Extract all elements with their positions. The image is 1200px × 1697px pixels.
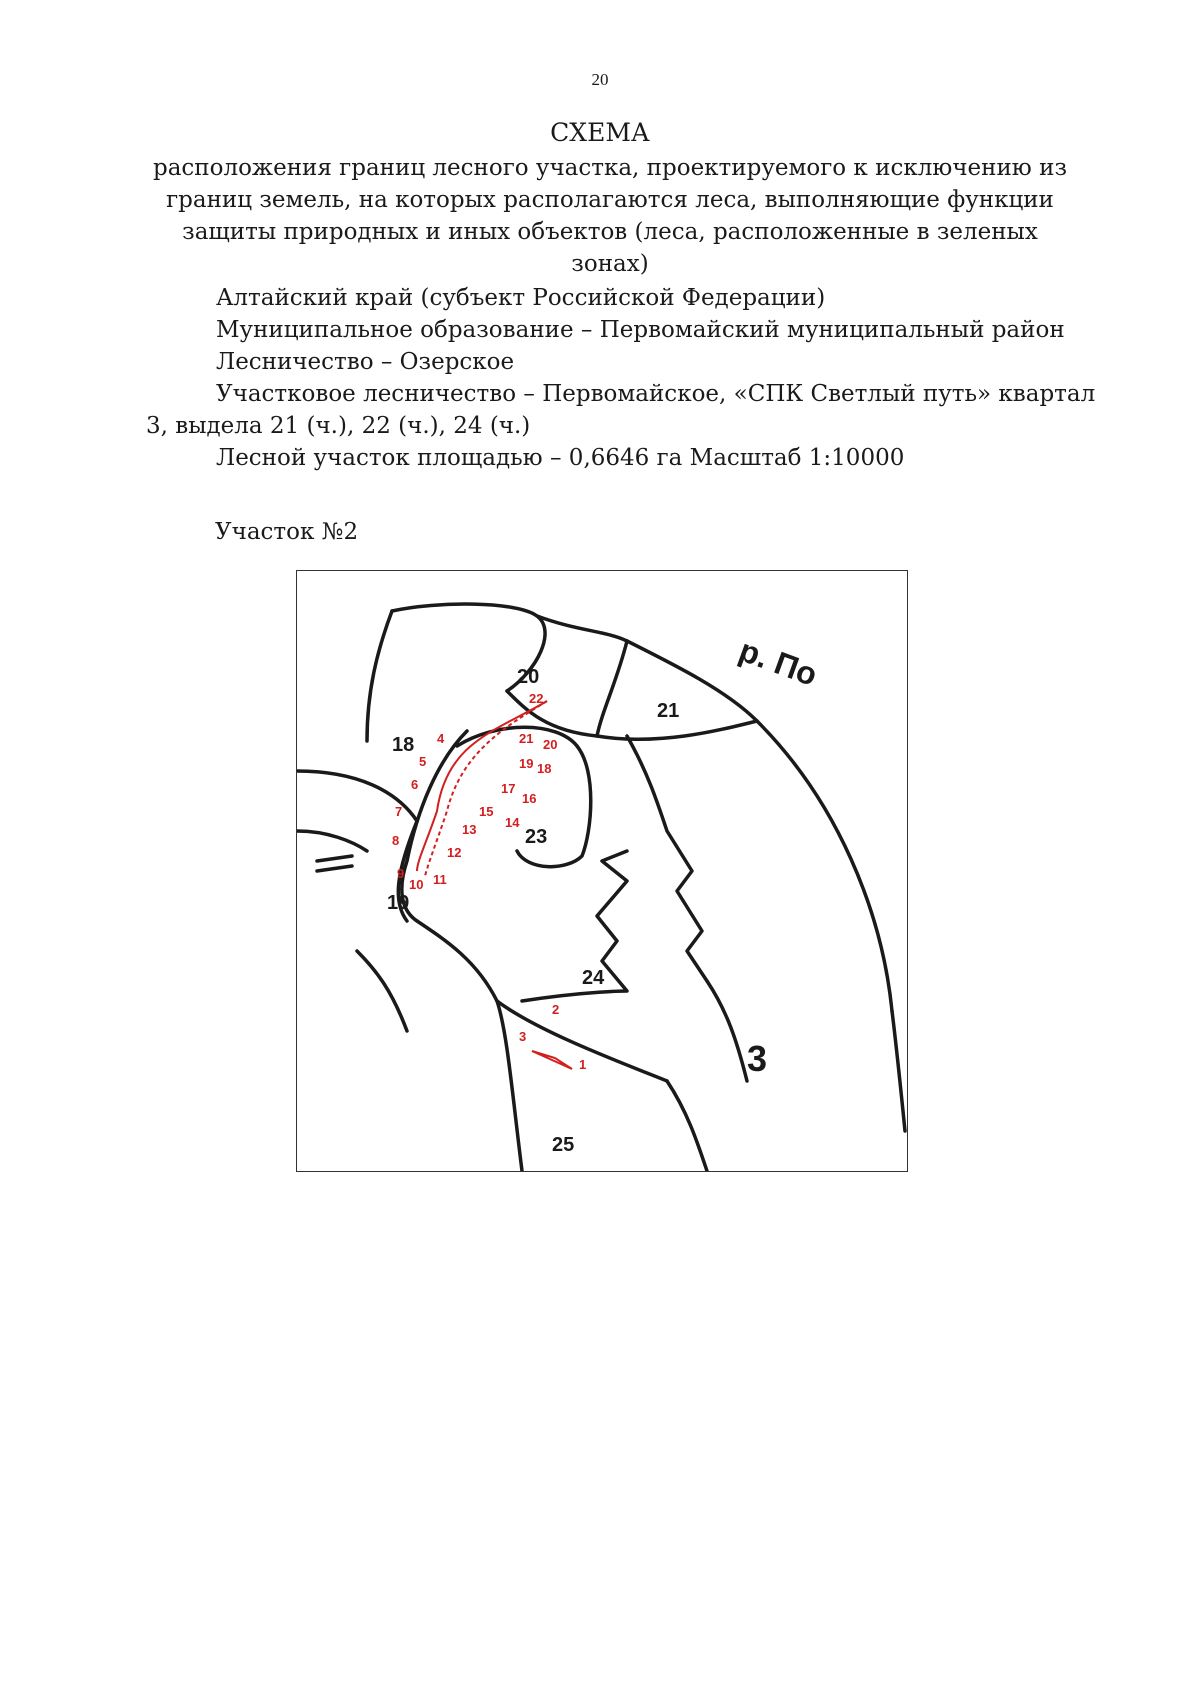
boundary-point-15: 15 [479,804,494,819]
boundary-point-5: 5 [419,754,427,769]
section-label-3: 3 [747,1038,768,1079]
boundary-point-22: 22 [529,691,544,706]
boundary-point-12: 12 [447,845,462,860]
section-label-18: 18 [392,734,415,756]
boundary-point-6: 6 [411,777,419,792]
boundary-point-17: 17 [501,781,516,796]
forestry-line: Лесничество – Озерское [216,349,515,375]
boundary-point-4: 4 [437,731,445,746]
boundary-point-14: 14 [505,815,520,830]
river-label: р. По [734,631,822,693]
district-forestry-line: Участковое лесничество – Первомайское, «СПК Светлый путь» квартал 3, выдела 21 (ч.), 22 (ч.), 24 (ч.) [146,381,1096,439]
page-number: 20 [591,70,609,89]
map-drawing [297,571,907,1171]
section-label-24: 24 [582,967,605,989]
boundary-point-20: 20 [543,737,558,752]
forest-plot-map [296,570,908,1172]
plot-label: Участок №2 [215,519,359,545]
boundary-point-13: 13 [462,822,477,837]
boundary-point-19: 19 [519,756,534,771]
document-title: СХЕМА [550,118,650,147]
section-label-23: 23 [525,826,548,848]
section-label-20: 20 [517,666,540,688]
boundary-point-1: 1 [579,1057,587,1072]
section-label-21: 21 [657,700,680,722]
section-label-25: 25 [552,1134,575,1156]
boundary-point-10: 10 [409,877,424,892]
boundary-point-11: 11 [433,872,447,887]
map-lines [297,604,905,1171]
document-subtitle: расположения границ лесного участка, проектируемого к исключению из границ земель, на которых располагаются леса, выполняющие функции защиты природных и иных объектов (леса, расположенные в зеленых зонах) [152,155,1068,277]
region-line: Алтайский край (субъект Российской Федерации) [216,285,826,311]
boundary-point-8: 8 [392,833,400,848]
boundary-point-7: 7 [395,804,403,819]
area-scale-line: Лесной участок площадью – 0,6646 га Масштаб 1:10000 [216,445,905,471]
municipality-line: Муниципальное образование – Первомайский муниципальный район [216,317,1065,343]
metadata-block [146,282,1121,474]
boundary-point-9: 9 [397,866,405,881]
boundary-point-16: 16 [522,791,537,806]
section-label-19: 19 [387,892,410,914]
boundary-point-21: 21 [519,731,534,746]
boundary-point-2: 2 [552,1002,560,1017]
boundary-point-3: 3 [519,1029,527,1044]
boundary-point-18: 18 [537,761,552,776]
